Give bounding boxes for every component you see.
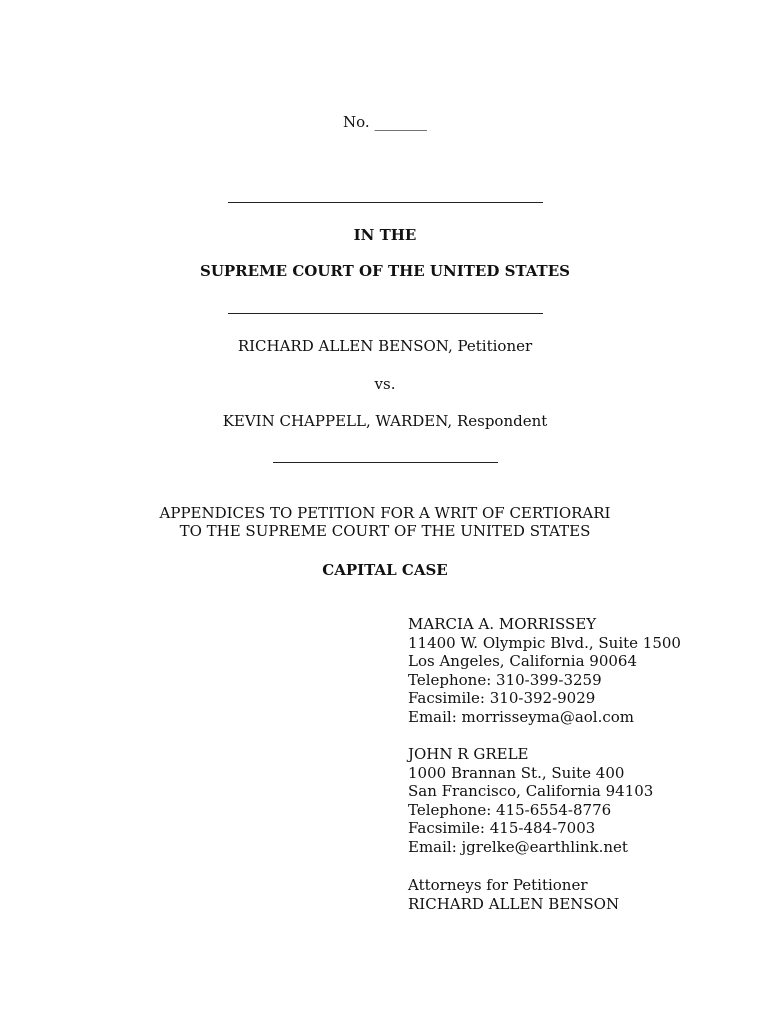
counsel-facsimile: Facsimile: 310-392-9029 xyxy=(408,689,596,708)
case-type: CAPITAL CASE xyxy=(322,561,448,579)
counsel-email: Email: morrisseyma@aol.com xyxy=(408,707,635,726)
court-heading-line2: SUPREME COURT OF THE UNITED STATES xyxy=(199,262,570,280)
counsel-email: Email: jgrelke@earthlink.net xyxy=(408,837,628,856)
counsel-telephone: Telephone: 415-6554-8776 xyxy=(408,800,612,819)
counsel-address-line1: 1000 Brannan St., Suite 400 xyxy=(408,763,625,782)
court-heading-line1: IN THE xyxy=(353,226,417,244)
attorneys-for-label: Attorneys for Petitioner xyxy=(408,876,588,894)
divider-rule xyxy=(228,202,543,203)
attorneys-for-client: RICHARD ALLEN BENSON xyxy=(408,894,620,913)
versus-line: vs. xyxy=(374,375,396,393)
counsel-name: MARCIA A. MORRISSEY xyxy=(408,615,597,633)
counsel-address-line1: 11400 W. Olympic Blvd., Suite 1500 xyxy=(408,633,681,652)
counsel-name: JOHN R GRELE xyxy=(408,745,529,763)
counsel-address-line2: Los Angeles, California 90064 xyxy=(408,652,637,671)
docket-number: No. _______ xyxy=(343,113,427,131)
respondent-line: KEVIN CHAPPELL, WARDEN, Respondent xyxy=(222,412,548,430)
counsel-address-line2: San Francisco, California 94103 xyxy=(408,782,654,801)
counsel-block-1 xyxy=(408,615,681,727)
attorneys-for-block xyxy=(408,876,619,913)
counsel-facsimile: Facsimile: 415-484-7003 xyxy=(408,819,596,838)
divider-rule xyxy=(273,462,498,463)
document-title-line2: TO THE SUPREME COURT OF THE UNITED STATES xyxy=(179,522,591,540)
counsel-block-2 xyxy=(408,745,653,857)
divider-rule xyxy=(228,313,543,314)
document-title-line1: APPENDICES TO PETITION FOR A WRIT OF CERTIORARI xyxy=(159,504,611,522)
counsel-telephone: Telephone: 310-399-3259 xyxy=(408,670,602,689)
petitioner-line: RICHARD ALLEN BENSON, Petitioner xyxy=(237,337,533,355)
